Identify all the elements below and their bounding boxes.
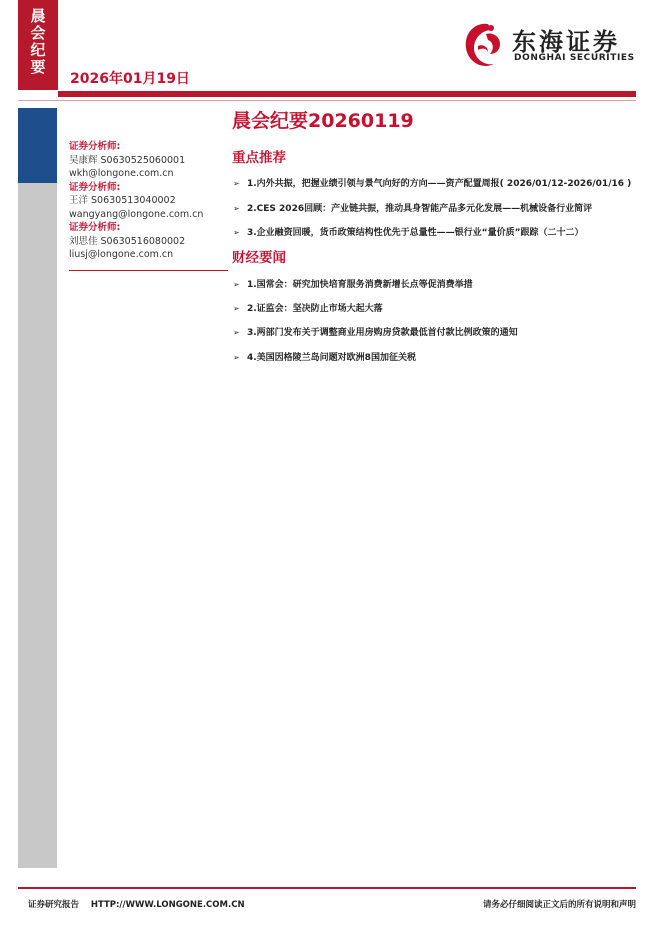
bullet-arrow-icon: ➢ [233,280,240,289]
header-thin-rule [18,100,636,101]
analyst-entry [69,221,229,262]
analyst-name-id: 刘思佳 S0630516080002 [69,235,186,247]
analyst-role: 证券分析师: [69,222,121,233]
sidebar-grey-strip [18,108,57,868]
report-type-tab [18,0,58,90]
list-item[interactable] [233,325,518,338]
report-type-label [18,8,58,76]
sidebar-blue-block [18,108,57,183]
footer-disclaimer: 请务必仔细阅读正文后的所有说明和声明 [482,900,636,910]
section-heading-key-picks: 重点推荐 [232,150,286,166]
footer-website[interactable]: 证券研究报告 HTTP://WWW.LONGONE.COM.CN [28,900,245,910]
dragon-logo-icon [458,18,504,74]
logo-chinese-text: 东海证券 [512,28,620,56]
header-red-bar [58,91,636,97]
tab-char: 纪 [30,41,46,59]
report-title: 晨会纪要20260119 [232,110,414,132]
list-item[interactable] [233,301,383,314]
section-heading-financial-news: 财经要闻 [232,250,286,266]
list-item-text: 3.企业融资回暖，货币政策结构性优先于总量性——银行业“量价质”跟踪（二十二） [247,228,584,238]
analyst-list [69,140,229,262]
analyst-name-id: 吴康辉 S0630525060001 [69,154,186,166]
list-item-text: 2.证监会：坚决防止市场大起大落 [247,304,383,314]
bullet-arrow-icon: ➢ [233,228,240,237]
list-item-text: 2.CES 2026回顾：产业链共振，推动具身智能产品多元化发展——机械设备行业简评 [247,204,593,214]
list-item[interactable] [233,201,592,214]
bullet-arrow-icon: ➢ [233,328,240,337]
bullet-arrow-icon: ➢ [233,304,240,313]
analyst-role: 证券分析师: [69,181,121,193]
logo-english-text: DONGHAI SECURITIES [514,53,635,63]
analyst-divider [69,270,228,271]
report-date: 2026年01月19日 [70,71,190,87]
tab-char: 会 [30,24,46,42]
list-item[interactable] [233,277,473,290]
analyst-email[interactable]: wangyang@longone.com.cn [69,208,204,220]
footer-rule [18,887,636,889]
list-item[interactable] [233,225,584,238]
analyst-name-id: 王洋 S0630513040002 [69,195,176,206]
list-item-text: 1.国常会：研究加快培育服务消费新增长点等促消费举措 [247,280,473,290]
tab-char: 要 [30,58,46,76]
list-item[interactable] [233,176,631,189]
company-logo [458,18,643,74]
list-item-text: 4.美国因格陵兰岛问题对欧洲8国加征关税 [247,353,416,363]
analyst-email[interactable]: liusj@longone.com.cn [69,249,174,260]
analyst-email[interactable]: wkh@longone.com.cn [69,168,174,179]
analyst-role: 证券分析师: [69,141,121,152]
bullet-arrow-icon: ➢ [233,179,240,188]
list-item-text: 1.内外共振，把握业绩引领与景气向好的方向——资产配置周报( 2026/01/12-2026/01/16 ) [247,179,632,189]
list-item[interactable] [233,350,416,363]
list-item-text: 3.两部门发布关于调整商业用房购房贷款最低首付款比例政策的通知 [247,328,518,338]
bullet-arrow-icon: ➢ [233,353,240,362]
bullet-arrow-icon: ➢ [233,204,240,213]
tab-char: 晨 [30,7,46,25]
analyst-entry [69,181,229,222]
analyst-entry [69,140,229,181]
